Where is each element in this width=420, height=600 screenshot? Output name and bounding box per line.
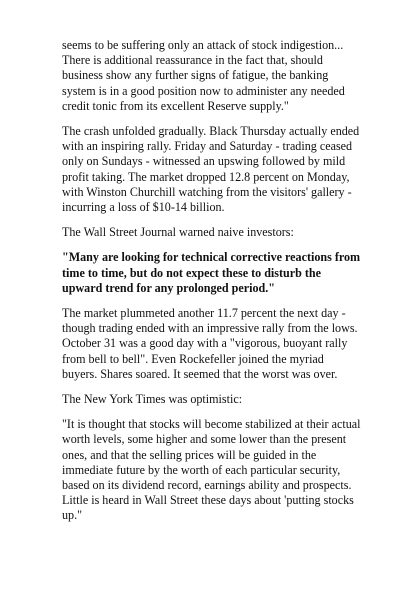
paragraph-market-plummeted: The market plummeted another 11.7 percent the next day - though trading ended with an impressive rally from the lows. October 31 was a good day with a "vigorous, buoyant rally from bell to bell". Even Rockefeller joined the myriad buyers. Shares soared. It seemed that the worst was over. [62,306,358,381]
document-page [62,38,362,534]
paragraph-wsj-intro: The Wall Street Journal warned naive investors: [62,225,294,240]
paragraph-nyt-quote: "It is thought that stocks will become stabilized at their actual worth levels, some higher and some lower than the present ones, and that the selling prices will be guided in the immediate future by the worth of each particular security, based on its dividend record, earnings ability and prospects. Little is heard in Wall Street these days about 'putting stocks up." [62,417,361,523]
paragraph-indigestion-quote: seems to be suffering only an attack of stock indigestion... There is additional reassurance in the fact that, should business show any further signs of fatigue, the banking system is in a good position now to administer any needed credit tonic from its excellent Reserve supply." [62,38,345,113]
paragraph-wsj-quote: "Many are looking for technical corrective reactions from time to time, but do not expect these to disturb the upward trend for any prolonged period." [62,250,361,295]
paragraph-crash-unfolded: The crash unfolded gradually. Black Thursday actually ended with an inspiring rally. Friday and Saturday - trading ceased only on Sundays - witnessed an upswing followed by mild profit taking. The market dropped 12.8 percent on Monday, with Winston Churchill watching from the visitors' gallery - incurring a loss of $10-14 billion. [62,124,360,215]
paragraph-nyt-intro: The New York Times was optimistic: [62,392,243,407]
